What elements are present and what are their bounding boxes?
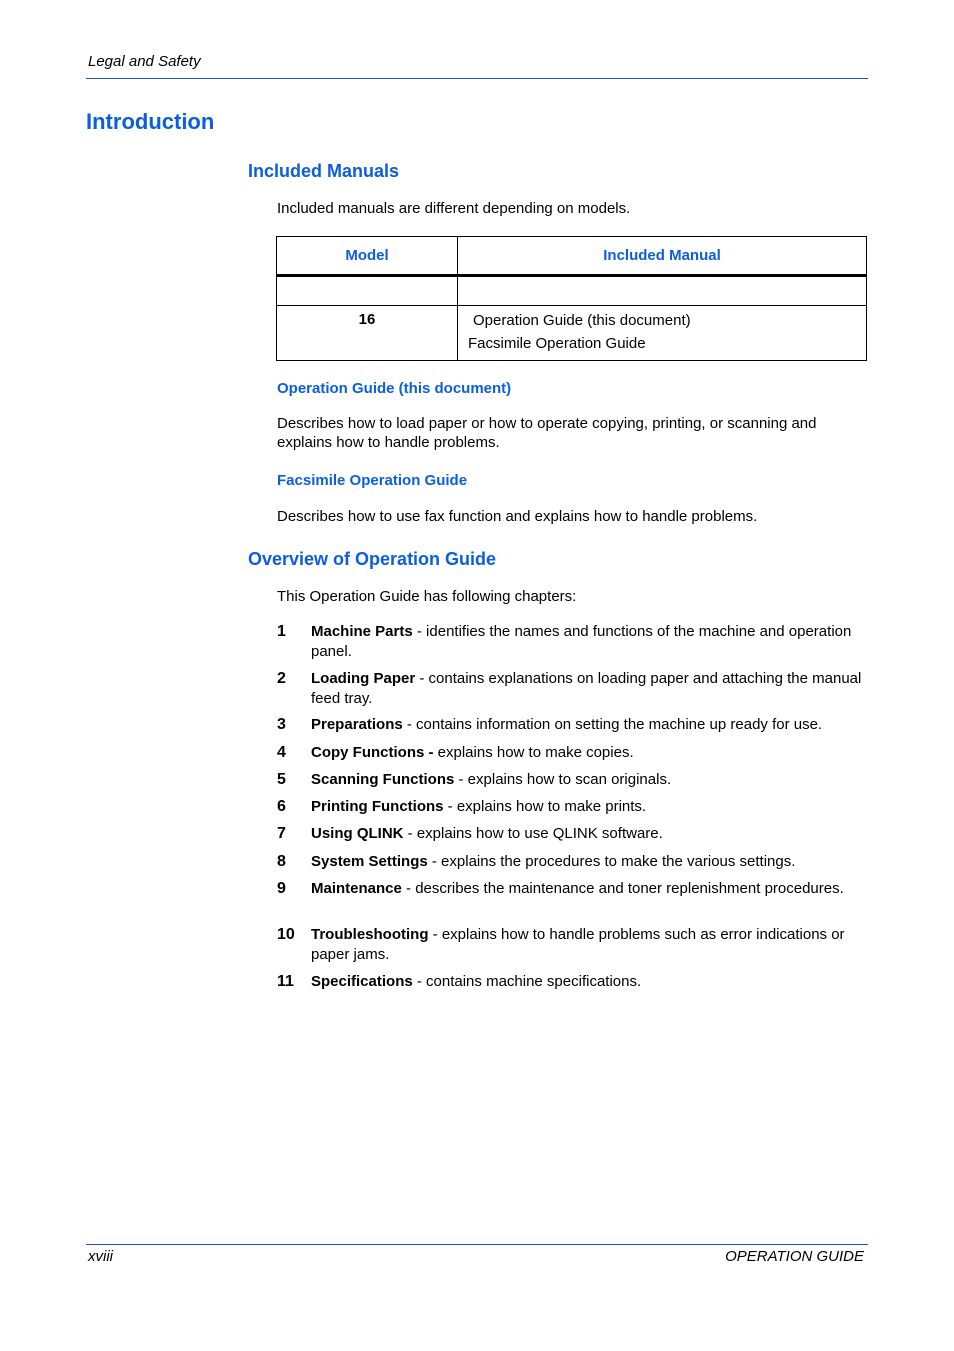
footer-rule <box>86 1244 868 1245</box>
chapter-number: 1 <box>277 623 286 640</box>
chapter-name: Printing Functions <box>311 798 444 815</box>
chapter-number: 3 <box>277 716 286 733</box>
chapter-description: - explains how to use QLINK software. <box>403 825 663 842</box>
table-header-manual: Included Manual <box>458 237 867 276</box>
chapter-number: 5 <box>277 771 286 788</box>
page-title: Introduction <box>86 109 215 134</box>
chapter-number: 10 <box>277 926 295 943</box>
chapter-number: 9 <box>277 880 286 897</box>
chapter-name: Scanning Functions <box>311 771 455 788</box>
chapter-name: Specifications <box>311 973 413 990</box>
table-row <box>277 276 867 306</box>
manual-name: Facsimile Operation Guide <box>468 335 646 352</box>
chapter-number: 4 <box>277 744 286 761</box>
running-header: Legal and Safety <box>88 53 201 70</box>
chapter-number: 6 <box>277 798 286 815</box>
manual-description: Describes how to use fax function and explains how to handle problems. <box>277 508 758 525</box>
table-row <box>277 306 867 361</box>
table-cell-model: 16 <box>277 306 458 361</box>
header-rule <box>86 78 868 79</box>
chapter-name: Loading Paper <box>311 670 416 687</box>
chapter-number: 2 <box>277 670 286 687</box>
chapter-description: - contains machine specifications. <box>412 973 642 990</box>
manual-title: Facsimile Operation Guide <box>277 472 468 489</box>
table-cell-manual <box>458 276 867 306</box>
chapter-description: - explains how to make prints. <box>443 798 647 815</box>
chapter-description: - contains information on setting the machine up ready for use. <box>402 716 823 733</box>
manuals-table <box>276 236 867 361</box>
overview-heading: Overview of Operation Guide <box>248 549 497 569</box>
chapter-number: 11 <box>277 973 294 990</box>
chapter-name: System Settings <box>311 853 428 870</box>
manual-title: Operation Guide (this document) <box>277 380 512 397</box>
table-header-model: Model <box>277 237 458 276</box>
chapter-number: 7 <box>277 825 286 842</box>
chapter-number: 8 <box>277 853 286 870</box>
chapter-description: - describes the maintenance and toner replenishment procedures. <box>401 880 844 897</box>
included-manuals-intro: Included manuals are different depending on models. <box>277 200 631 217</box>
chapter-description: - explains how to scan originals. <box>454 771 672 788</box>
chapter-name: Using QLINK <box>311 825 404 842</box>
chapter-description: - explains how to handle problems such as error indications or paper jams. <box>311 926 845 963</box>
chapter-description: - explains the procedures to make the various settings. <box>427 853 796 870</box>
chapter-name: Machine Parts <box>311 623 413 640</box>
table-header-row <box>277 237 867 276</box>
included-manuals-heading: Included Manuals <box>248 161 400 181</box>
chapter-name: Preparations <box>311 716 403 733</box>
table-cell-manual <box>458 306 867 361</box>
chapter-name: Troubleshooting <box>311 926 429 943</box>
manual-description: Describes how to load paper or how to operate copying, printing, or scanning and explains how to handle problems. <box>277 415 817 451</box>
chapter-description: explains how to make copies. <box>433 744 634 761</box>
table-cell-model <box>277 276 458 306</box>
overview-intro: This Operation Guide has following chapters: <box>277 588 577 605</box>
chapter-name: Copy Functions - <box>311 744 434 761</box>
chapter-name: Maintenance <box>311 880 402 897</box>
manual-name: Operation Guide (this document) <box>473 312 691 329</box>
footer-title: OPERATION GUIDE <box>725 1248 864 1265</box>
chapter-description: - identifies the names and functions of the machine and operation panel. <box>311 623 852 660</box>
page-number: xviii <box>88 1248 113 1265</box>
chapter-description: - contains explanations on loading paper and attaching the manual feed tray. <box>311 670 862 707</box>
